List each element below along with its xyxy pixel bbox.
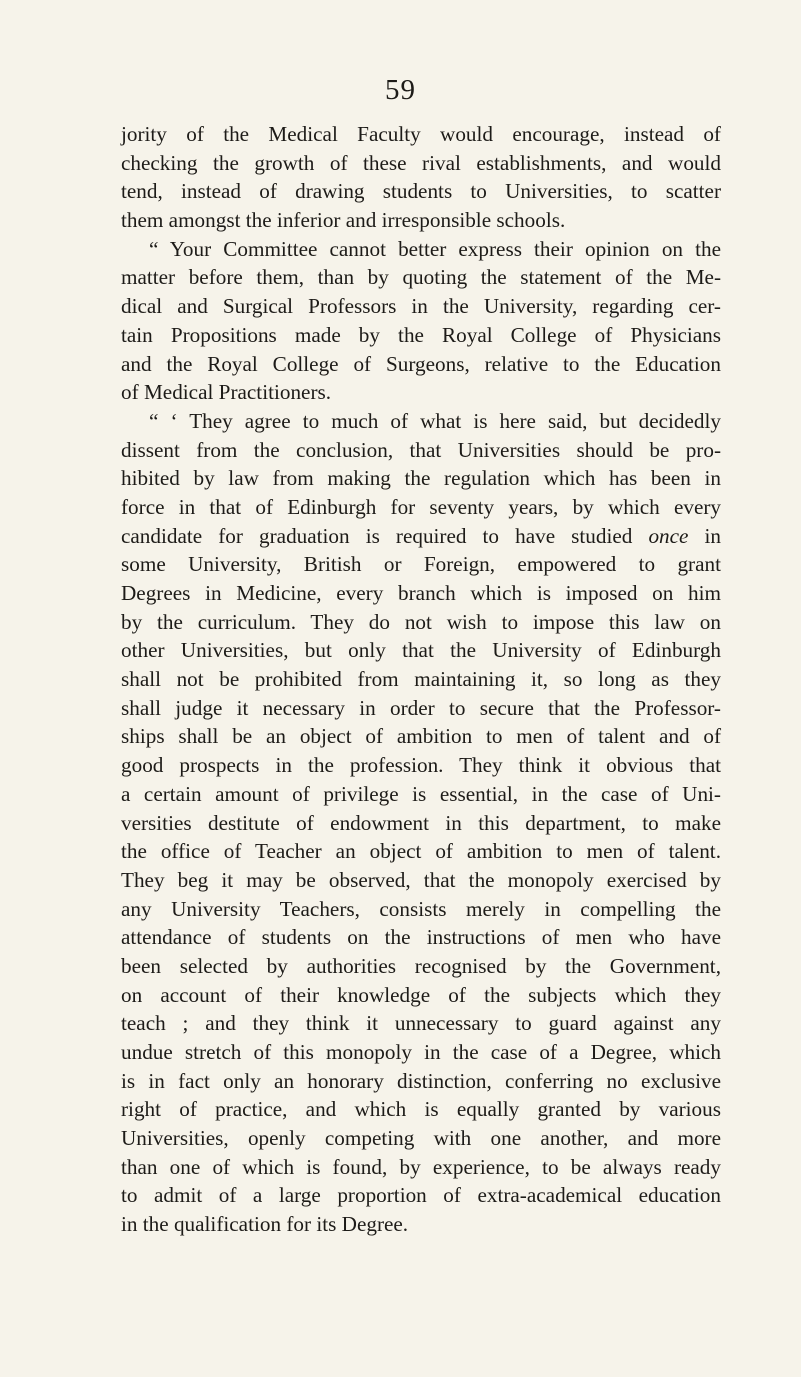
text-line: ships shall be an object of ambition to men of talent and of xyxy=(121,724,721,749)
text-line: any University Teachers, consists merely in compelling the xyxy=(121,896,721,921)
text-line: attendance of students on the instructions of men who have xyxy=(121,925,721,950)
text-line: by the curriculum. They do not wish to impose this law on xyxy=(121,609,721,634)
text-line: Degrees in Medicine, every branch which is imposed on him xyxy=(121,581,721,605)
text-line: matter before them, than by quoting the statement of the Me- xyxy=(121,265,721,290)
text-line: shall not be prohibited from maintaining it, so long as they xyxy=(121,667,721,692)
text-line-with-emphasis xyxy=(121,522,721,551)
text-segment: candidate for graduation is required to have studied xyxy=(121,523,633,548)
text-line: them amongst the inferior and irresponsible schools. xyxy=(121,208,566,233)
text-line: Universities, openly competing with one another, and more xyxy=(121,1126,721,1151)
text-line: on account of their knowledge of the subjects which they xyxy=(121,982,721,1007)
text-line: shall judge it necessary in order to secure that the Professor- xyxy=(121,695,721,720)
text-line: checking the growth of these rival establishments, and would xyxy=(121,150,721,175)
text-line: to admit of a large proportion of extra-academical education xyxy=(121,1183,721,1208)
text-line: of Medical Practitioners. xyxy=(121,380,332,405)
text-line: teach ; and they think it unnecessary to guard against any xyxy=(121,1011,721,1036)
page-number: 59 xyxy=(385,74,416,106)
text-line: undue stretch of this monopoly in the case of a Degree, which xyxy=(121,1040,721,1064)
text-line: “ ‘ They agree to much of what is here said, but decidedly xyxy=(149,408,721,433)
text-segment: in xyxy=(688,523,722,548)
body-text xyxy=(121,120,721,1239)
text-line: and the Royal College of Surgeons, relative to the Education xyxy=(121,351,721,376)
text-line: other Universities, but only that the University of Edinburgh xyxy=(121,638,721,663)
emphasis-once: once xyxy=(648,523,689,548)
text-line: tend, instead of drawing students to Universities, to scatter xyxy=(121,179,721,204)
text-line: than one of which is found, by experience, to be always ready xyxy=(121,1154,721,1179)
text-line: versities destitute of endowment in this department, to make xyxy=(121,810,721,835)
text-line: dissent from the conclusion, that Universities should be pro- xyxy=(121,437,721,462)
text-line: good prospects in the profession. They think it obvious that xyxy=(121,753,721,778)
text-line: a certain amount of privilege is essential, in the case of Uni- xyxy=(121,781,721,806)
text-line: force in that of Edinburgh for seventy years, by which every xyxy=(121,494,721,519)
text-line: right of practice, and which is equally granted by various xyxy=(121,1097,721,1122)
text-line: the office of Teacher an object of ambition to men of talent. xyxy=(121,839,721,864)
text-line: dical and Surgical Professors in the University, regarding cer- xyxy=(121,294,721,319)
text-line: tain Propositions made by the Royal College of Physicians xyxy=(121,322,721,347)
text-line: in the qualification for its Degree. xyxy=(121,1212,409,1237)
text-line: been selected by authorities recognised by the Government, xyxy=(121,953,721,978)
text-line: is in fact only an honorary distinction, conferring no exclusive xyxy=(121,1068,721,1093)
text-line: “ Your Committee cannot better express their opinion on the xyxy=(149,236,721,261)
text-line: hibited by law from making the regulation which has been in xyxy=(121,466,721,491)
text-line: jority of the Medical Faculty would encourage, instead of xyxy=(121,122,721,146)
text-line: They beg it may be observed, that the monopoly exercised by xyxy=(121,867,721,892)
text-line: some University, British or Foreign, empowered to grant xyxy=(121,552,721,577)
